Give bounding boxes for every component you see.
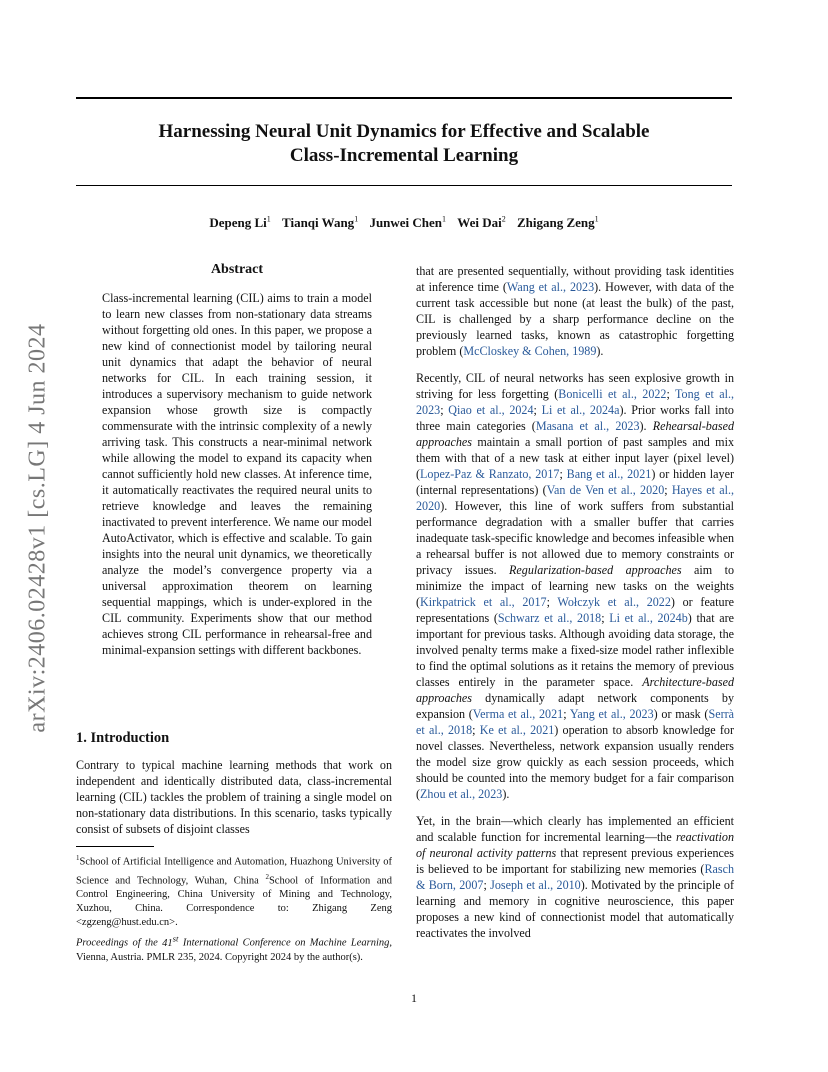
right-column [416, 263, 734, 952]
citation-link[interactable]: Van de Ven et al., 2020 [546, 483, 665, 497]
citation-link[interactable]: McCloskey & Cohen, 1989 [463, 344, 597, 358]
footnote-mark: 1 [76, 854, 80, 862]
citation-link[interactable]: Serrà et al., 2018 [416, 707, 734, 737]
citation-link[interactable]: Masana et al., 2023 [535, 419, 640, 433]
abstract-paragraph: Class-incremental learning (CIL) aims to train a model to learn new classes from non-stationary data streams without forgetting old ones. In this paper, we propose a new kind of connectionist model by tailoring neural unit dynamics that adapt the behavior of neural networks for CIL. In each training session, it introduces a supervisory mechanism to guide network expansion whose growth size is compactly commensurate with the intrinsic complexity of a newly arriving task. This constructs a near-minimal network while allowing the model to expand its capacity when cannot sufficiently hold new classes. At inference time, it automatically reactivates the required neural units to retrieve knowledge and leaves the remaining inactivated to prevent interference. We name our model AutoActivator, which is effective and scalable. To gain insights into the neural unit dynamics, we theoretically analyze the model’s convergence property via a universal approximation theorem on learning sequential mappings, which is under-explored in the CIL community. Experiments show that our method achieves strong CIL performance in rehearsal-free and minimal-expansion settings with different backbones. [102, 291, 372, 657]
author [457, 215, 505, 230]
author-affiliation-mark: 1 [354, 215, 359, 224]
title-rule-top [76, 97, 732, 99]
body-paragraph: Recently, CIL of neural networks has seen explosive growth in striving for less forgetting (Bonicelli et al., 2022; Tong et al., 2023; Qiao et al., 2024; Li et al., 2024a). Prior works fall into three main categories (Masana et al., 2023). Rehearsal-based approaches maintain a small portion of past samples and mix them with that of a new task at either input layer (pixel level) (Lopez-Paz & Ranzato, 2017; Bang et al., 2021) or hidden layer (internal representations) (Van de Ven et al., 2020; Hayes et al., 2020). However, this line of work suffers from substantial performance degradation with a smaller buffer that carries inadequate task-specific knowledge and becomes infeasible when a rehearsal buffer is not allowed due to memory constraints or privacy issues. Regularization-based approaches aim to minimize the impact of learning new tasks on the weights (Kirkpatrick et al., 2017; Wołczyk et al., 2022) or feature representations (Schwarz et al., 2018; Li et al., 2024b) that are important for previous tasks. Although avoiding data storage, the involved penalty terms make a fixed-size model rather inflexible to find the optimal solutions as it retains the memory of previous classes entirely in the parameter space. Architecture-based approaches dynamically adapt network components by expansion (Verma et al., 2021; Yang et al., 2023) or mask (Serrà et al., 2018; Ke et al., 2021) operation to absorb knowledge for novel classes. Nevertheless, network expansion usually renders the model size grow quickly as each session proceeds, which should be counted into the memory budget for a fair comparison (Zhou et al., 2023). [416, 371, 735, 801]
footnote-mark: 2 [265, 872, 269, 881]
author [209, 215, 270, 230]
title-rule-bottom [76, 185, 732, 186]
body-paragraph: that are presented sequentially, without providing task identities at inference time (Wang et al., 2023). However, with data of the current task accessible but none (at least the bulk) of the past, CIL is challenged by a sharp performance decline on the previously learned tasks, known as catastrophic forgetting problem (McCloskey & Cohen, 1989). [416, 264, 734, 358]
emphasis-text: reactivation of neuronal activity patterns [416, 830, 734, 860]
author-name: Zhigang Zeng [516, 215, 595, 231]
paper-title [76, 120, 732, 168]
abstract-heading: Abstract [210, 262, 264, 277]
proceedings-note [76, 931, 392, 965]
emphasis-text: Rehearsal-based approaches [416, 419, 735, 449]
author-affiliation-mark: 1 [594, 215, 599, 224]
citation-link[interactable]: Tong et al., 2023 [416, 387, 734, 417]
title-line-2: Class-Incremental Learning [289, 145, 519, 166]
author-name: Tianqi Wang [282, 215, 355, 231]
author [282, 215, 358, 230]
citation-link[interactable]: Hayes et al., 2020 [416, 483, 734, 513]
author-name: Depeng Li [209, 215, 267, 231]
citation-link[interactable]: Rasch & Born, 2007 [416, 862, 734, 892]
author-affiliation-mark: 1 [442, 215, 447, 224]
author-list [76, 215, 732, 231]
citation-link[interactable]: Wołczyk et al., 2022 [557, 595, 671, 609]
citation-link[interactable]: Schwarz et al., 2018 [497, 611, 602, 625]
page-number: 1 [411, 991, 417, 1005]
proceedings-suffix: , Vienna, Austria. PMLR 235, 2024. Copyright 2024 by the author(s). [76, 937, 393, 963]
citation-link[interactable]: Li et al., 2024a [541, 403, 620, 417]
author-affiliation-mark: 1 [266, 215, 271, 224]
citation-link[interactable]: Li et al., 2024b [609, 611, 688, 625]
citation-link[interactable]: Qiao et al., 2024 [448, 403, 534, 417]
citation-link[interactable]: Ke et al., 2021 [479, 723, 555, 737]
affiliation-2: School of Information and Control Engineering, China University of Mining and Technology, Xuzhou, China. Correspondence to: Zhigang Zeng <zgzeng@hust.edu.cn>. [76, 875, 392, 928]
introduction-heading: 1. Introduction [76, 730, 170, 746]
footnote-rule [76, 846, 154, 847]
introduction-body [76, 757, 392, 837]
citation-link[interactable]: Wang et al., 2023 [506, 280, 595, 294]
citation-link[interactable]: Kirkpatrick et al., 2017 [420, 595, 547, 609]
author-name: Wei Dai [457, 215, 502, 231]
emphasis-text: Regularization-based approaches [509, 563, 682, 577]
proceedings-prefix: Proceedings of the [76, 937, 158, 949]
introduction-paragraph: Contrary to typical machine learning methods that work on independent and identically distributed data, class-incremental learning (CIL) tackles the problem of training a single model on non-stationary data distributions. In this scenario, tasks typically consist of subsets of disjoint classes [76, 758, 392, 836]
author-affiliation-mark: 2 [501, 215, 506, 224]
arxiv-identifier: arXiv:2406.02428v1 [cs.LG] 4 Jun 2024 [24, 323, 51, 733]
emphasis-text: Architecture-based approaches [416, 675, 734, 705]
citation-link[interactable]: Lopez-Paz & Ranzato, 2017 [420, 467, 560, 481]
citation-link[interactable]: Bonicelli et al., 2022 [558, 387, 667, 401]
author [517, 215, 599, 230]
affiliation-1: School of Artificial Intelligence and Automation, Huazhong University of Science and Technology, Wuhan, China [76, 856, 392, 886]
proceedings-conference: International Conference on Machine Learning [182, 937, 390, 949]
abstract-body [102, 290, 372, 658]
author [369, 215, 446, 230]
author-name: Junwei Chen [369, 215, 443, 231]
citation-link[interactable]: Zhou et al., 2023 [420, 787, 503, 801]
affiliation-footnote [76, 851, 392, 930]
body-paragraph: Yet, in the brain—which clearly has implemented an efficient and scalable function for incremental learning—the reactivation of neuronal activity patterns that represent previous experiences is believed to be important for stabilizing new memories (Rasch & Born, 2007; Joseph et al., 2010). Motivated by the principle of learning and memory in cognitive neuroscience, this paper proposes a new kind of connectionist model that automatically reactivates the involved [416, 814, 734, 940]
title-line-1: Harnessing Neural Unit Dynamics for Effective and Scalable [158, 121, 650, 142]
proceedings-ordinal: 41st [162, 933, 179, 949]
citation-link[interactable]: Yang et al., 2023 [569, 707, 654, 721]
citation-link[interactable]: Bang et al., 2021 [566, 467, 652, 481]
citation-link[interactable]: Joseph et al., 2010 [490, 878, 581, 892]
citation-link[interactable]: Verma et al., 2021 [472, 707, 564, 721]
